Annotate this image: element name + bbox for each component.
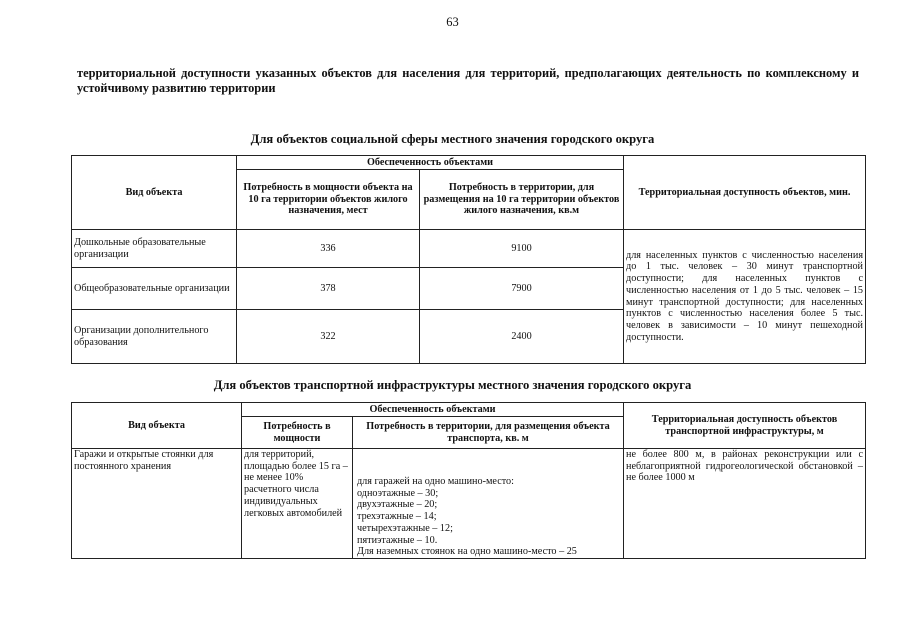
territory-line: для гаражей на одно машино-место: <box>357 476 514 488</box>
row-territory: 2400 <box>420 310 624 364</box>
header-accessibility: Территориальная доступность объектов, мин. <box>624 156 866 230</box>
section1-title: Для объектов социальной сферы местного значения городского округа <box>250 132 655 146</box>
transport-objects-table <box>71 402 866 559</box>
header-provision: Обеспеченность объектами <box>237 156 624 170</box>
territory-line: пятиэтажные – 10. <box>357 534 438 546</box>
header-capacity-need: Потребность в мощности <box>242 417 353 449</box>
header-accessibility: Территориальная доступность объектов транспортной инфраструктуры, м <box>624 403 866 449</box>
social-objects-table <box>71 155 866 364</box>
territory-line: четырехэтажные – 12; <box>357 522 453 534</box>
header-object-type: Вид объекта <box>72 156 237 230</box>
accessibility-text: для населенных пунктов с численностью населения до 1 тыс. человек – 30 минут транспортной доступности; для населенных пунктов с численностью населения от 1 до 5 тыс. человек – 15 минут транспортной доступности; для населенных пунктов с численностью населения более 5 тыс. человек в зависимости – 10 минут пешеходной доступности. <box>624 230 866 364</box>
row-capacity: 378 <box>237 268 420 310</box>
section2-title: Для объектов транспортной инфраструктуры местного значения городского округа <box>213 378 692 392</box>
table-row <box>72 449 866 559</box>
row-capacity: 336 <box>237 230 420 268</box>
row-territory: 7900 <box>420 268 624 310</box>
intro-paragraph: территориальной доступности указанных объектов для населения для территорий, предполагающих деятельность по комплексному и устойчивому развитию территории <box>77 66 859 95</box>
territory-line: одноэтажные – 30; <box>357 487 439 499</box>
row-accessibility: не более 800 м, в районах реконструкции или с неблагоприятной гидрогеологической обстановкой – не более 1000 м <box>624 449 866 559</box>
header-provision: Обеспеченность объектами <box>242 403 624 417</box>
row-capacity: 322 <box>237 310 420 364</box>
header-territory-need: Потребность в территории, для размещения объекта транспорта, кв. м <box>353 417 624 449</box>
row-name: Общеобразовательные организации <box>72 268 237 310</box>
header-territory-need: Потребность в территории, для размещения на 10 га территории объектов жилого назначения, кв.м <box>420 170 624 230</box>
row-name: Дошкольные образовательные организации <box>72 230 237 268</box>
row-name: Гаражи и открытые стоянки для постоянного хранения <box>72 449 242 559</box>
territory-line: Для наземных стоянок на одно машино-место – 25 <box>357 546 577 558</box>
territory-line: трехэтажные – 14; <box>357 511 437 523</box>
header-object-type: Вид объекта <box>72 403 242 449</box>
territory-line: двухэтажные – 20; <box>357 499 438 511</box>
table-row <box>72 230 866 268</box>
row-territory: 9100 <box>420 230 624 268</box>
row-territory <box>353 449 624 559</box>
header-capacity-need: Потребность в мощности объекта на 10 га территории объектов жилого назначения, мест <box>237 170 420 230</box>
page-number: 63 <box>446 15 459 29</box>
row-name: Организации дополнительного образования <box>72 310 237 364</box>
row-capacity: для территорий, площадью более 15 га – не менее 10% расчетного числа индивидуальных легковых автомобилей <box>242 449 353 559</box>
